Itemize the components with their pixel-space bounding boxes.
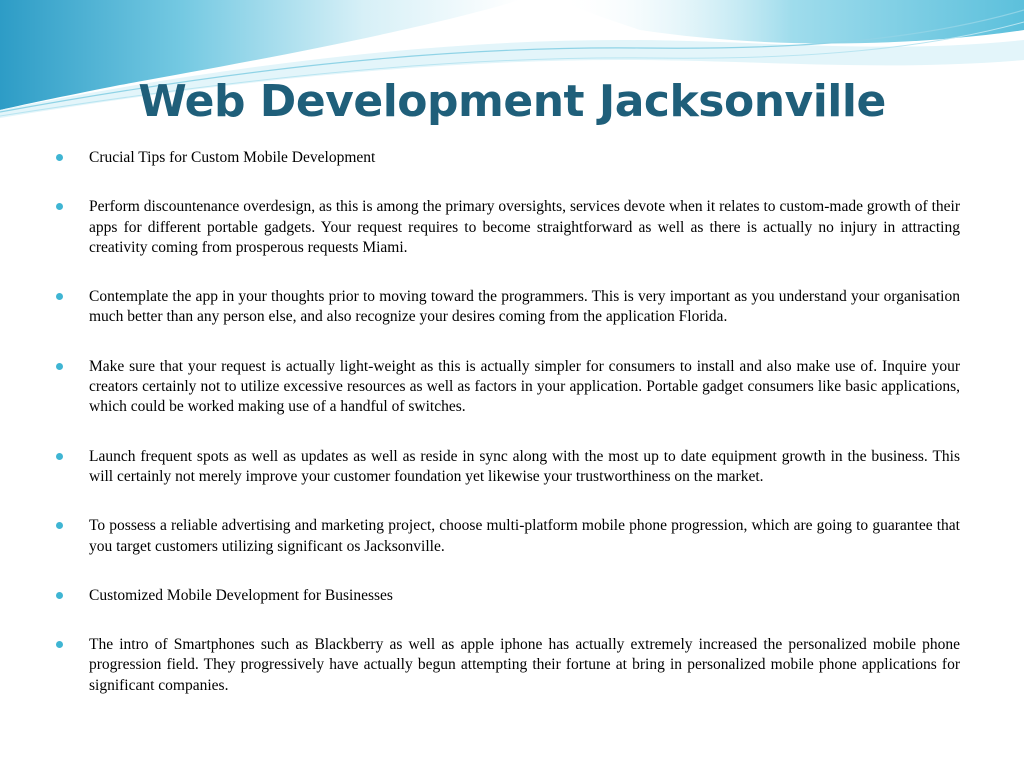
list-item-text: Customized Mobile Development for Businesses (89, 586, 393, 604)
bullet-dot-icon (56, 641, 63, 648)
list-item-text: Crucial Tips for Custom Mobile Development (89, 149, 376, 166)
list-item (56, 447, 960, 488)
list-item (56, 148, 960, 168)
bullet-dot-icon (56, 293, 63, 300)
list-item-text: Launch frequent spots as well as updates as well as reside in sync along with the most up to date equipment growth in the business. This will certainly not merely improve your customer foundation yet likewise your trustworthiness on the market. (89, 447, 960, 485)
list-item (56, 287, 960, 328)
list-item-text: Contemplate the app in your thoughts prior to moving toward the programmers. This is very important as you understand your organisation much better than any person else, and also recognize your desires coming from the application Florida. (89, 288, 960, 326)
bullet-dot-icon (56, 363, 63, 370)
bullet-dot-icon (56, 154, 63, 161)
slide-title: Web Development Jacksonville (138, 76, 886, 127)
bullet-dot-icon (56, 203, 63, 210)
list-item-text: To possess a reliable advertising and marketing project, choose multi-platform mobile phone progression, which are going to guarantee that you target customers utilizing significant os Jacksonville. (89, 517, 960, 555)
bullet-dot-icon (56, 453, 63, 460)
bullet-dot-icon (56, 592, 63, 599)
list-item (56, 516, 960, 557)
list-item (56, 586, 960, 606)
bullet-dot-icon (56, 522, 63, 529)
list-item (56, 197, 960, 258)
list-item-text: The intro of Smartphones such as Blackberry as well as apple iphone has actually extremely increased the personalized mobile phone progression field. They progressively have actually begun attempting their fortune at bring in personalized mobile phone applications for significant companies. (89, 636, 960, 694)
list-item-text: Make sure that your request is actually light-weight as this is actually simpler for consumers to install and also make use of. Inquire your creators certainly not to utilize excessive resources as well as factors in your application. Portable gadget consumers like basic applications, which could be worked making use of a handful of switches. (89, 357, 960, 416)
list-item (56, 635, 960, 696)
list-item (56, 357, 960, 418)
bullet-list (56, 148, 960, 725)
list-item-text: Perform discountenance overdesign, as this is among the primary oversights, services devote when it relates to custom-made growth of their apps for different portable gadgets. Your request requires to become straightforward as well as there is actually no injury in attracting creativity coming from prosperous requests Miami. (89, 198, 960, 256)
